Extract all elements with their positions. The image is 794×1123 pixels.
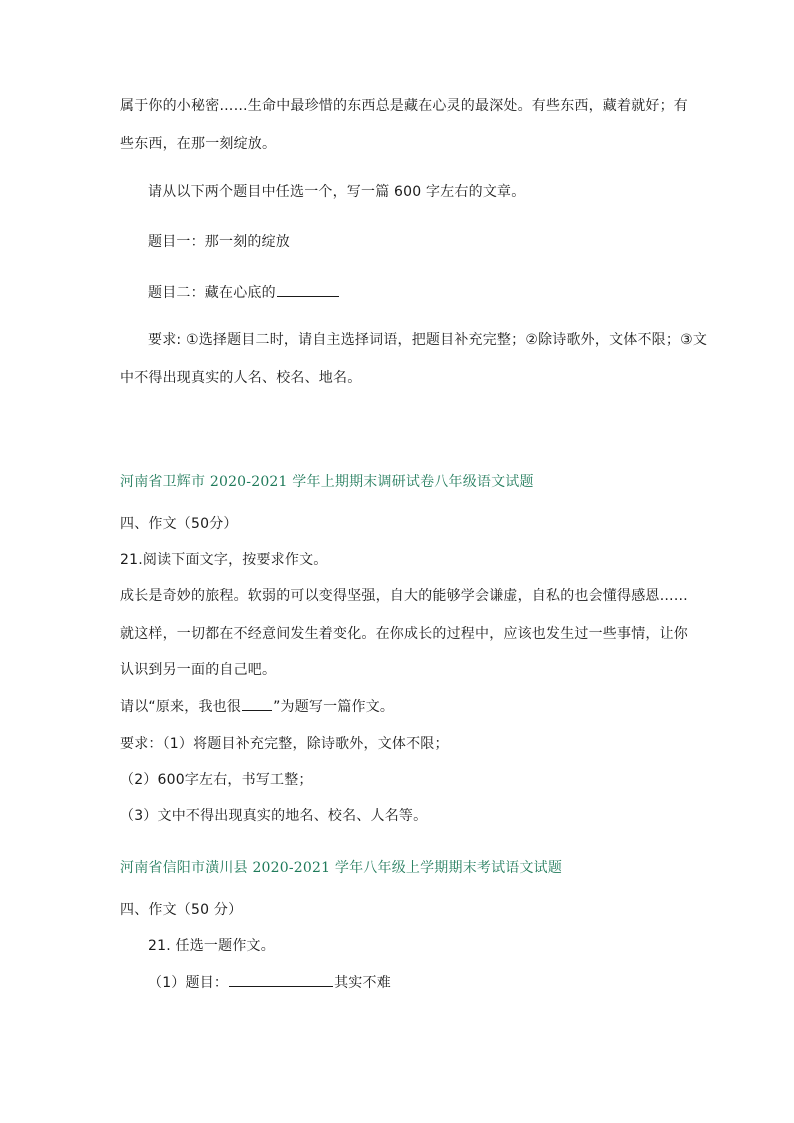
section-2-req-1: 要求：（1）将题目补充完整，除诗歌外，文体不限； [120,736,449,752]
section-2-text-line-1: 成长是奇妙的旅程。软弱的可以变得坚强，自大的能够学会谦虚，自私的也会懂得感恩…… [120,588,688,604]
section-2-text-line-3: 认识到另一面的自己吧。 [120,662,277,678]
section-3-question: 21. 任选一题作文。 [148,938,275,954]
section-2-text-line-2: 就这样，一切都在不经意间发生着变化。在你成长的过程中，应该也发生过一些事情，让你 [120,626,688,642]
intro-line-2: 些东西，在那一刻绽放。 [120,136,277,152]
section-3-topic [148,972,391,993]
section-2-prompt-prefix: 请以“原来，我也很 [120,699,242,715]
requirements-line-1: 要求: ①选择题目二时，请自主选择词语，把题目补充完整；②除诗歌外，文体不限；③文 [148,332,708,348]
section-2-prompt [120,696,394,717]
section-2-heading: 河南省卫辉市 2020-2021 学年上期期末调研试卷八年级语文试题 [120,474,534,490]
section-2-question: 21.阅读下面文字，按要求作文。 [120,552,328,568]
topic-2-blank [277,282,339,297]
section-2-part: 四、作文（50分） [120,516,238,532]
section-3-part: 四、作文（50 分） [120,902,243,918]
section-2-req-2: （2）600字左右，书写工整； [120,772,313,788]
requirements-line-2: 中不得出现真实的人名、校名、地名。 [120,370,362,386]
section-3-topic-prefix: （1）题目： [148,975,229,991]
topic-2 [148,282,340,303]
section-2-prompt-blank [242,696,272,711]
section-3-topic-blank [229,972,333,987]
section-3-topic-suffix: 其实不难 [334,975,391,991]
topic-2-prefix: 题目二：藏在心底的 [148,285,276,301]
section-2-prompt-suffix: ”为题写一篇作文。 [273,699,395,715]
instruction: 请从以下两个题目中任选一个，写一篇 600 字左右的文章。 [148,184,526,200]
intro-line-1: 属于你的小秘密……生命中最珍惜的东西总是藏在心灵的最深处。有些东西，藏着就好；有 [120,98,688,114]
section-2-req-3: （3）文中不得出现真实的地名、校名、人名等。 [120,808,428,824]
section-3-heading: 河南省信阳市潢川县 2020-2021 学年八年级上学期期末考试语文试题 [120,860,563,876]
topic-1: 题目一：那一刻的绽放 [148,234,290,250]
